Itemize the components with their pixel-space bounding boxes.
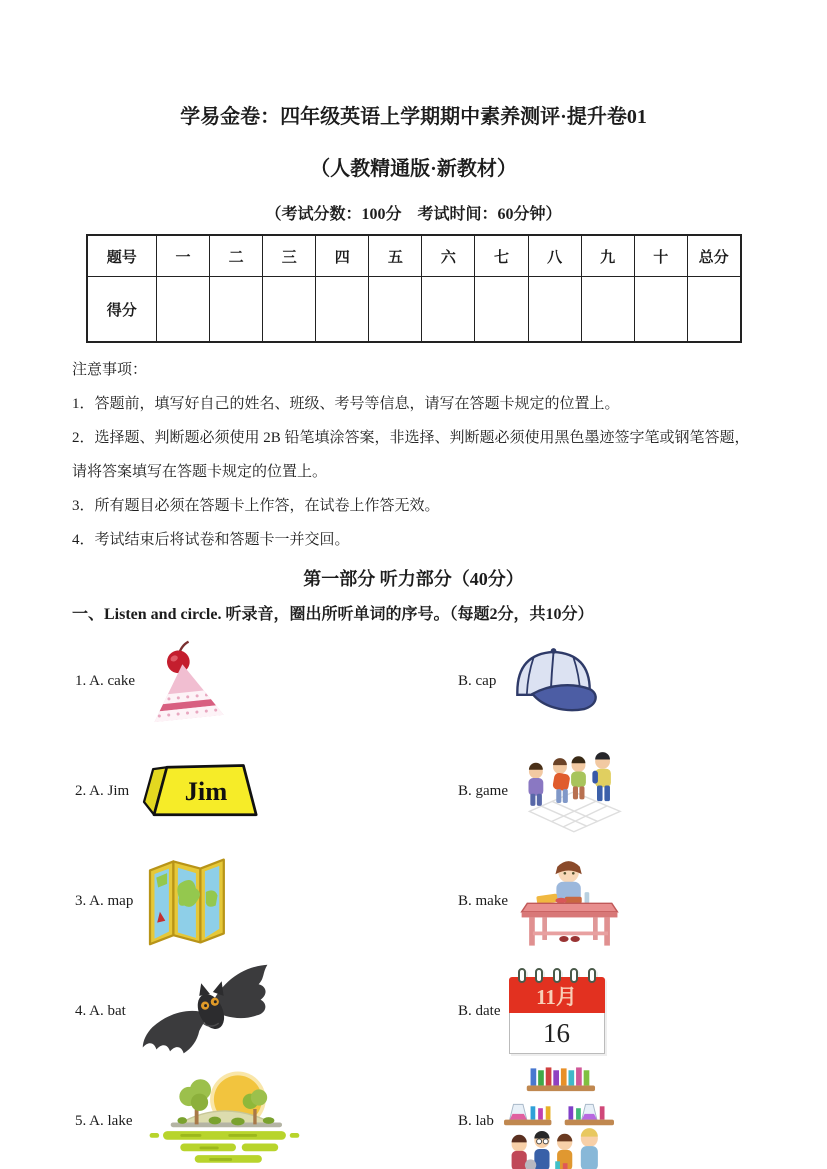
- children-game-icon: [516, 741, 628, 841]
- score-label: 得分: [87, 277, 157, 343]
- score-table: [86, 234, 742, 343]
- q4-option-b-label: B. date: [458, 1002, 501, 1019]
- name-tag-text: Jim: [184, 776, 228, 807]
- score-table-col: 十: [634, 235, 687, 277]
- q1-option-a: [75, 637, 228, 725]
- score-cell-empty: [369, 277, 422, 343]
- score-cell-empty: [422, 277, 475, 343]
- score-cell-empty: [210, 277, 263, 343]
- calendar-day: 16: [509, 1013, 605, 1054]
- score-cell-empty: [157, 277, 210, 343]
- lake-icon: [141, 1061, 306, 1169]
- q2-option-a: [75, 760, 265, 822]
- page-subtitle: （人教精通版·新教材）: [310, 158, 517, 180]
- score-table-col: 二: [210, 235, 263, 277]
- score-table-header-row: [87, 235, 741, 277]
- boy-making-icon: [516, 851, 624, 951]
- listening-question-4: [0, 956, 827, 1066]
- note-item: 4．考试结束后将试卷和答题卡一并交回。: [72, 532, 350, 548]
- q1-option-a-label: 1. A. cake: [75, 672, 135, 689]
- q3-option-b-label: B. make: [458, 892, 508, 909]
- q4-option-a-label: 4. A. bat: [75, 1002, 126, 1019]
- lab-icon: [502, 1057, 616, 1169]
- score-table-col: 七: [475, 235, 528, 277]
- score-table-col: 九: [581, 235, 634, 277]
- note-item: 3．所有题目必须在答题卡上作答，在试卷上作答无效。: [72, 498, 440, 514]
- q3-option-b: [458, 851, 624, 951]
- q4-option-a: [75, 955, 282, 1067]
- score-table-col: 八: [528, 235, 581, 277]
- score-table-col: 五: [369, 235, 422, 277]
- note-item: 1．答题前，填写好自己的姓名、班级、考号等信息，请写在答题卡规定的位置上。: [72, 396, 620, 412]
- score-cell-empty: [687, 277, 740, 343]
- name-tag-icon: [137, 760, 265, 822]
- q5-option-b-label: B. lab: [458, 1112, 494, 1129]
- score-cell-empty: [634, 277, 687, 343]
- cap-icon: [504, 640, 604, 722]
- section1-title: 一、Listen and circle. 听录音，圈出所听单词的序号。（每题2分，共10分）: [72, 606, 594, 623]
- score-table-col: 总分: [687, 235, 740, 277]
- q2-option-b-label: B. game: [458, 782, 508, 799]
- score-table-col: 六: [422, 235, 475, 277]
- score-cell-empty: [528, 277, 581, 343]
- listening-question-3: [0, 846, 827, 956]
- q1-option-b-label: B. cap: [458, 672, 497, 689]
- score-cell-empty: [581, 277, 634, 343]
- cake-icon: [143, 637, 228, 725]
- score-cell-empty: [263, 277, 316, 343]
- q3-option-a-label: 3. A. map: [75, 892, 134, 909]
- q2-option-a-label: 2. A. Jim: [75, 782, 130, 799]
- map-icon: [141, 854, 231, 948]
- exam-info: （考试分数：100分 考试时间：60分钟）: [265, 206, 562, 223]
- page-title: 学易金卷：四年级英语上学期期中素养测评·提升卷01: [180, 106, 647, 128]
- part1-title: 第一部分 听力部分（40分）: [303, 569, 524, 589]
- note-item: 2．选择题、判断题必须使用 2B 铅笔填涂答案，非选择、判断题必须使用黑色墨迹签字笔或钢笔答题，请将答案填写在答题卡规定的位置上。: [72, 430, 750, 480]
- notes-title: 注意事项：: [72, 362, 148, 378]
- calendar-month: 11月: [509, 977, 605, 1013]
- q5-option-a-label: 5. A. lake: [75, 1112, 133, 1129]
- q1-option-b: [458, 640, 604, 722]
- score-table-score-row: [87, 277, 741, 343]
- score-table-col: 四: [316, 235, 369, 277]
- listening-question-5: [0, 1066, 827, 1169]
- listening-question-2: [0, 736, 827, 846]
- exam-notes: [72, 353, 762, 557]
- bat-icon: [134, 955, 282, 1067]
- score-cell-empty: [475, 277, 528, 343]
- calendar-binding-rings: [518, 968, 596, 983]
- q2-option-b: [458, 741, 628, 841]
- listening-question-1: [0, 626, 827, 736]
- q4-option-b: [458, 968, 605, 1054]
- score-table-header-label: 题号: [87, 235, 157, 277]
- score-table-col: 三: [263, 235, 316, 277]
- score-table-col: 一: [157, 235, 210, 277]
- score-cell-empty: [316, 277, 369, 343]
- q3-option-a: [75, 854, 231, 948]
- q5-option-b: [458, 1057, 616, 1169]
- q5-option-a: [75, 1061, 306, 1169]
- calendar-icon: [509, 968, 605, 1054]
